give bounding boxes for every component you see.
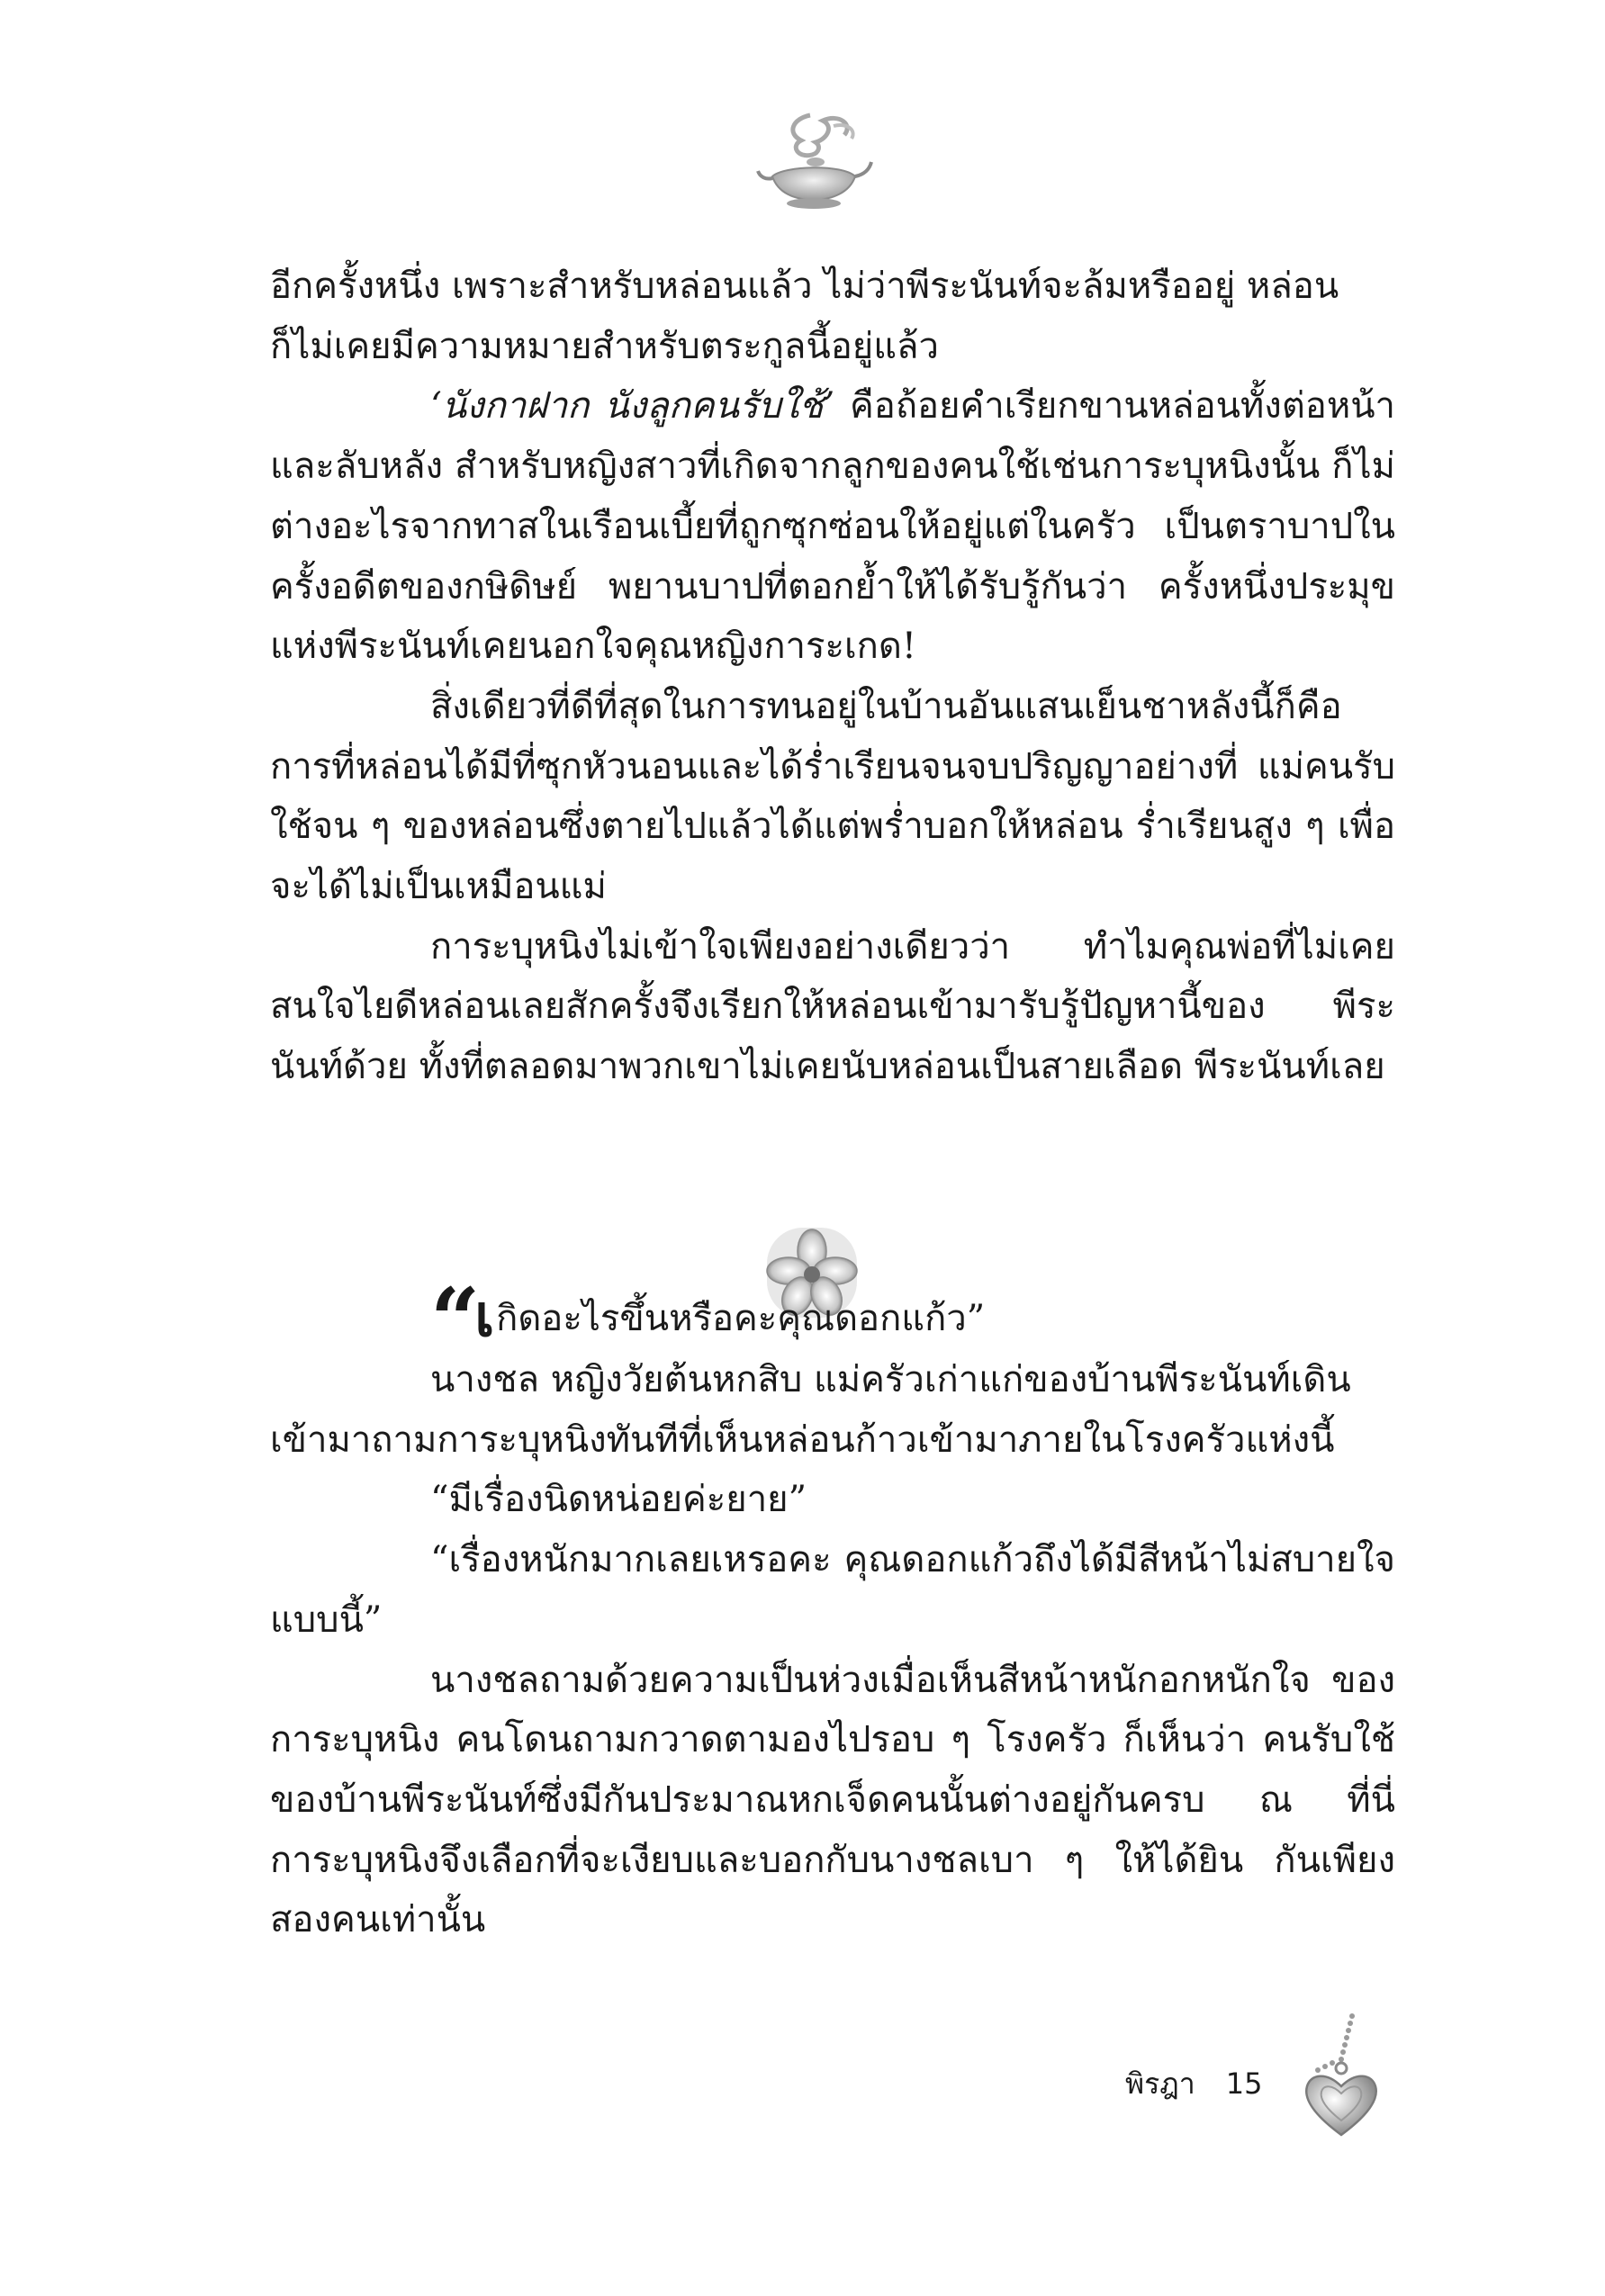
dialogue-question: “เรื่องหนักมากเลยเหรอคะ คุณดอกแก้วถึงได้มีสีหน้าไม่สบายใจ แบบนี้” [270,1539,1395,1641]
paragraph-insult-text: คือถ้อยคำเรียกขานหล่อนทั้งต่อหน้า และลับหลัง สำหรับหญิงสาวที่เกิดจากลูกของคนใช้เช่นการะบุหนิงนั้น ก็ไม่ต่างอะไรจากทาสในเรือนเบี้ยที่ถูกซุกซ่อนให้อยู่แต่ในครัว เป็นตราบาปในครั้งอดีตของกษิดิษย์ พยานบาปที่ตอกย้ำให้ได้รับรู้กันว่า ครั้งหนึ่งประมุขแห่งพีระนันท์เคยนอกใจคุณหญิงการะเกด! [270,385,1395,668]
italic-quote: ‘นังกาฝาก นังลูกคนรับใช้’ [430,385,835,428]
genie-lamp-icon [756,106,873,212]
paragraph-nangchon-line-2: เข้ามาถามการะบุหนิงทันทีที่เห็นหล่อนก้าวเข้ามาภายในโรงครัวแห่งนี้ [270,1418,1335,1461]
dropcap-quote: “ [430,1269,475,1371]
dialogue-dropcap-line [430,1269,986,1371]
paragraph-nangchon-line-1: นางชล หญิงวัยต้นหกสิบ แม่ครัวเก่าแก่ของบ้านพีระนันท์เดิน [430,1359,1351,1400]
dropcap-text: กิดอะไรขึ้นหรือคะคุณดอกแก้ว” [496,1298,986,1339]
paragraph-father: การะบุหนิงไม่เข้าใจเพียงอย่างเดียวว่า ทำไมคุณพ่อที่ไม่เคย สนใจไยดีหล่อนเลยสักครั้งจึงเรียกให้หล่อนเข้ามารับรู้ปัญหานี้ของ พีระนันท์ด้วย ทั้งที่ตลอดมาพวกเขาไม่เคยนับหล่อนเป็นสายเลือด พีระนันท์เลย [270,925,1395,1088]
author-name: พิรฎา [1125,2066,1195,2101]
paragraph-insult [270,376,1395,677]
page-number: 15 [1225,2066,1263,2101]
page-footer [1125,2061,1262,2107]
dialogue-reply: “มีเรื่องนิดหน่อยค่ะยาย” [430,1479,807,1521]
dropcap-letter: เ [474,1283,495,1350]
body-text-bottom [270,1350,1395,1950]
paragraph-continuation-line-1: อีกครั้งหนึ่ง เพราะสำหรับหล่อนแล้ว ไม่ว่าพีระนันท์จะล้มหรืออยู่ หล่อน [270,266,1339,307]
body-text-top [270,257,1395,1097]
paragraph-continuation-line-2: ก็ไม่เคยมีความหมายสำหรับตระกูลนี้อยู่แล้ว [270,325,939,367]
heart-pendant-icon [1296,2009,1386,2144]
paragraph-kitchen: นางชลถามด้วยความเป็นห่วงเมื่อเห็นสีหน้าหนักอกหนักใจ ของการะบุหนิง คนโดนถามกวาดตามองไปรอบ ๆ โรงครัว ก็เห็นว่า คนรับใช้ของบ้านพีระนันท์ซึ่งมีกันประมาณหกเจ็ดคนนั้นต่างอยู่กันครบ ณ ที่นี่ การะบุหนิงจึงเลือกที่จะเงียบและบอกกับนางชลเบา ๆ ให้ได้ยิน กันเพียงสองคนเท่านั้น [270,1659,1395,1941]
paragraph-best-thing: สิ่งเดียวที่ดีที่สุดในการทนอยู่ในบ้านอันแสนเย็นชาหลังนี้ก็คือ การที่หล่อนได้มีที่ซุกหัวนอนและได้ร่ำเรียนจนจบปริญญาอย่างที่ แม่คนรับใช้จน ๆ ของหล่อนซึ่งตายไปแล้วได้แต่พร่ำบอกให้หล่อน ร่ำเรียนสูง ๆ เพื่อจะได้ไม่เป็นเหมือนแม่ [270,685,1395,908]
